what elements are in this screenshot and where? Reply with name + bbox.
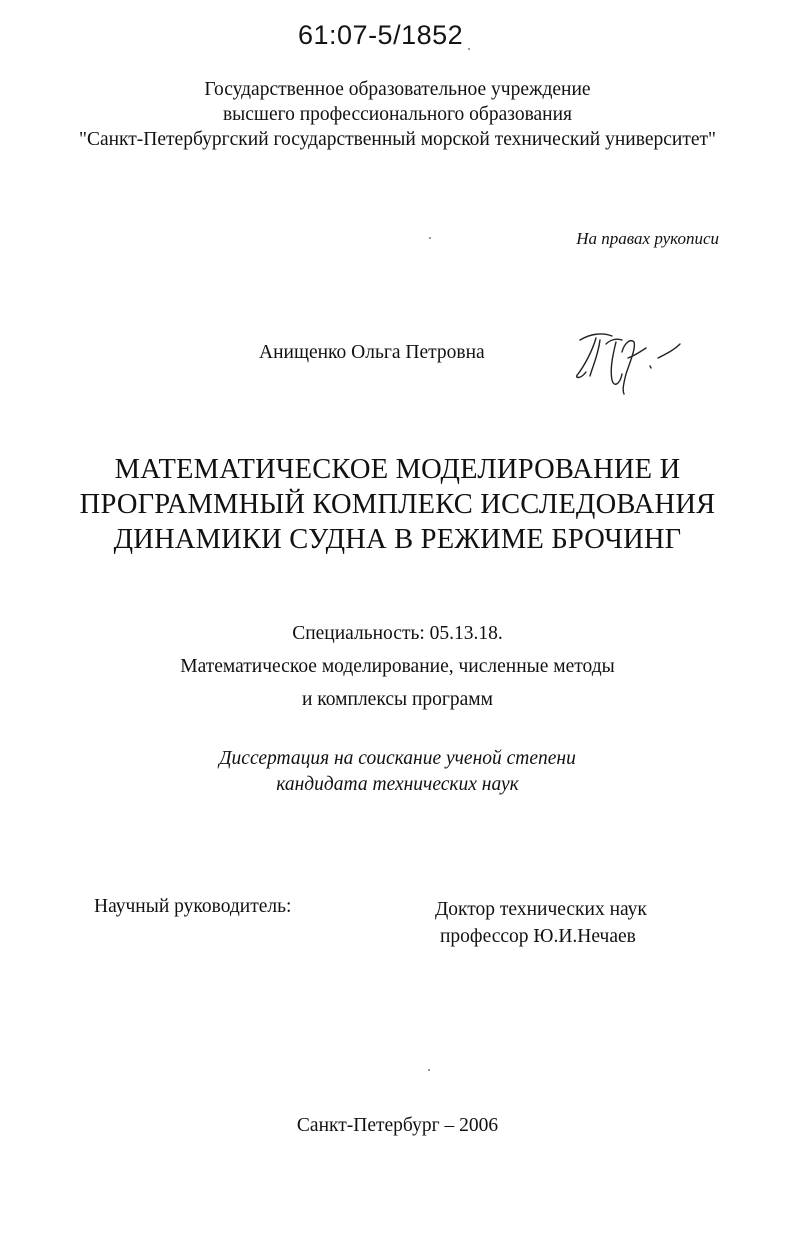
author-name: Анищенко Ольга Петровна (259, 342, 485, 363)
title-line: ПРОГРАММНЫЙ КОМПЛЕКС ИССЛЕДОВАНИЯ (79, 489, 716, 520)
rights-note: На правах рукописи (576, 229, 719, 248)
supervisor-name: профессор Ю.И.Нечаев (440, 926, 636, 947)
specialty-name: Математическое моделирование, численные методы (180, 656, 615, 677)
institution-line: Государственное образовательное учреждение (204, 79, 591, 100)
place-year: Санкт-Петербург – 2006 (296, 1115, 499, 1136)
degree-line: кандидата технических наук (276, 774, 519, 795)
scan-speck (468, 48, 470, 50)
degree-line: Диссертация на соискание ученой степени (219, 748, 576, 769)
scan-speck (429, 237, 431, 239)
supervisor-label: Научный руководитель: (94, 896, 292, 917)
document-code: 61:07-5/1852 (298, 20, 464, 50)
institution-block (0, 77, 795, 152)
specialty-block (0, 617, 795, 716)
dissertation-title (0, 452, 795, 557)
specialty-code: Специальность: 05.13.18. (292, 623, 503, 644)
supervisor-degree: Доктор технических наук (435, 899, 647, 920)
specialty-name: и комплексы программ (302, 689, 493, 710)
institution-line: "Санкт-Петербургский государственный морской технический университет" (79, 129, 716, 150)
scan-speck (428, 1069, 430, 1071)
title-line: ДИНАМИКИ СУДНА В РЕЖИМЕ БРОЧИНГ (113, 524, 682, 555)
title-line: МАТЕМАТИЧЕСКОЕ МОДЕЛИРОВАНИЕ И (114, 454, 681, 485)
supervisor-info (435, 896, 647, 950)
degree-note (0, 746, 795, 798)
institution-line: высшего профессионального образования (222, 104, 573, 125)
handwritten-signature (566, 322, 686, 402)
